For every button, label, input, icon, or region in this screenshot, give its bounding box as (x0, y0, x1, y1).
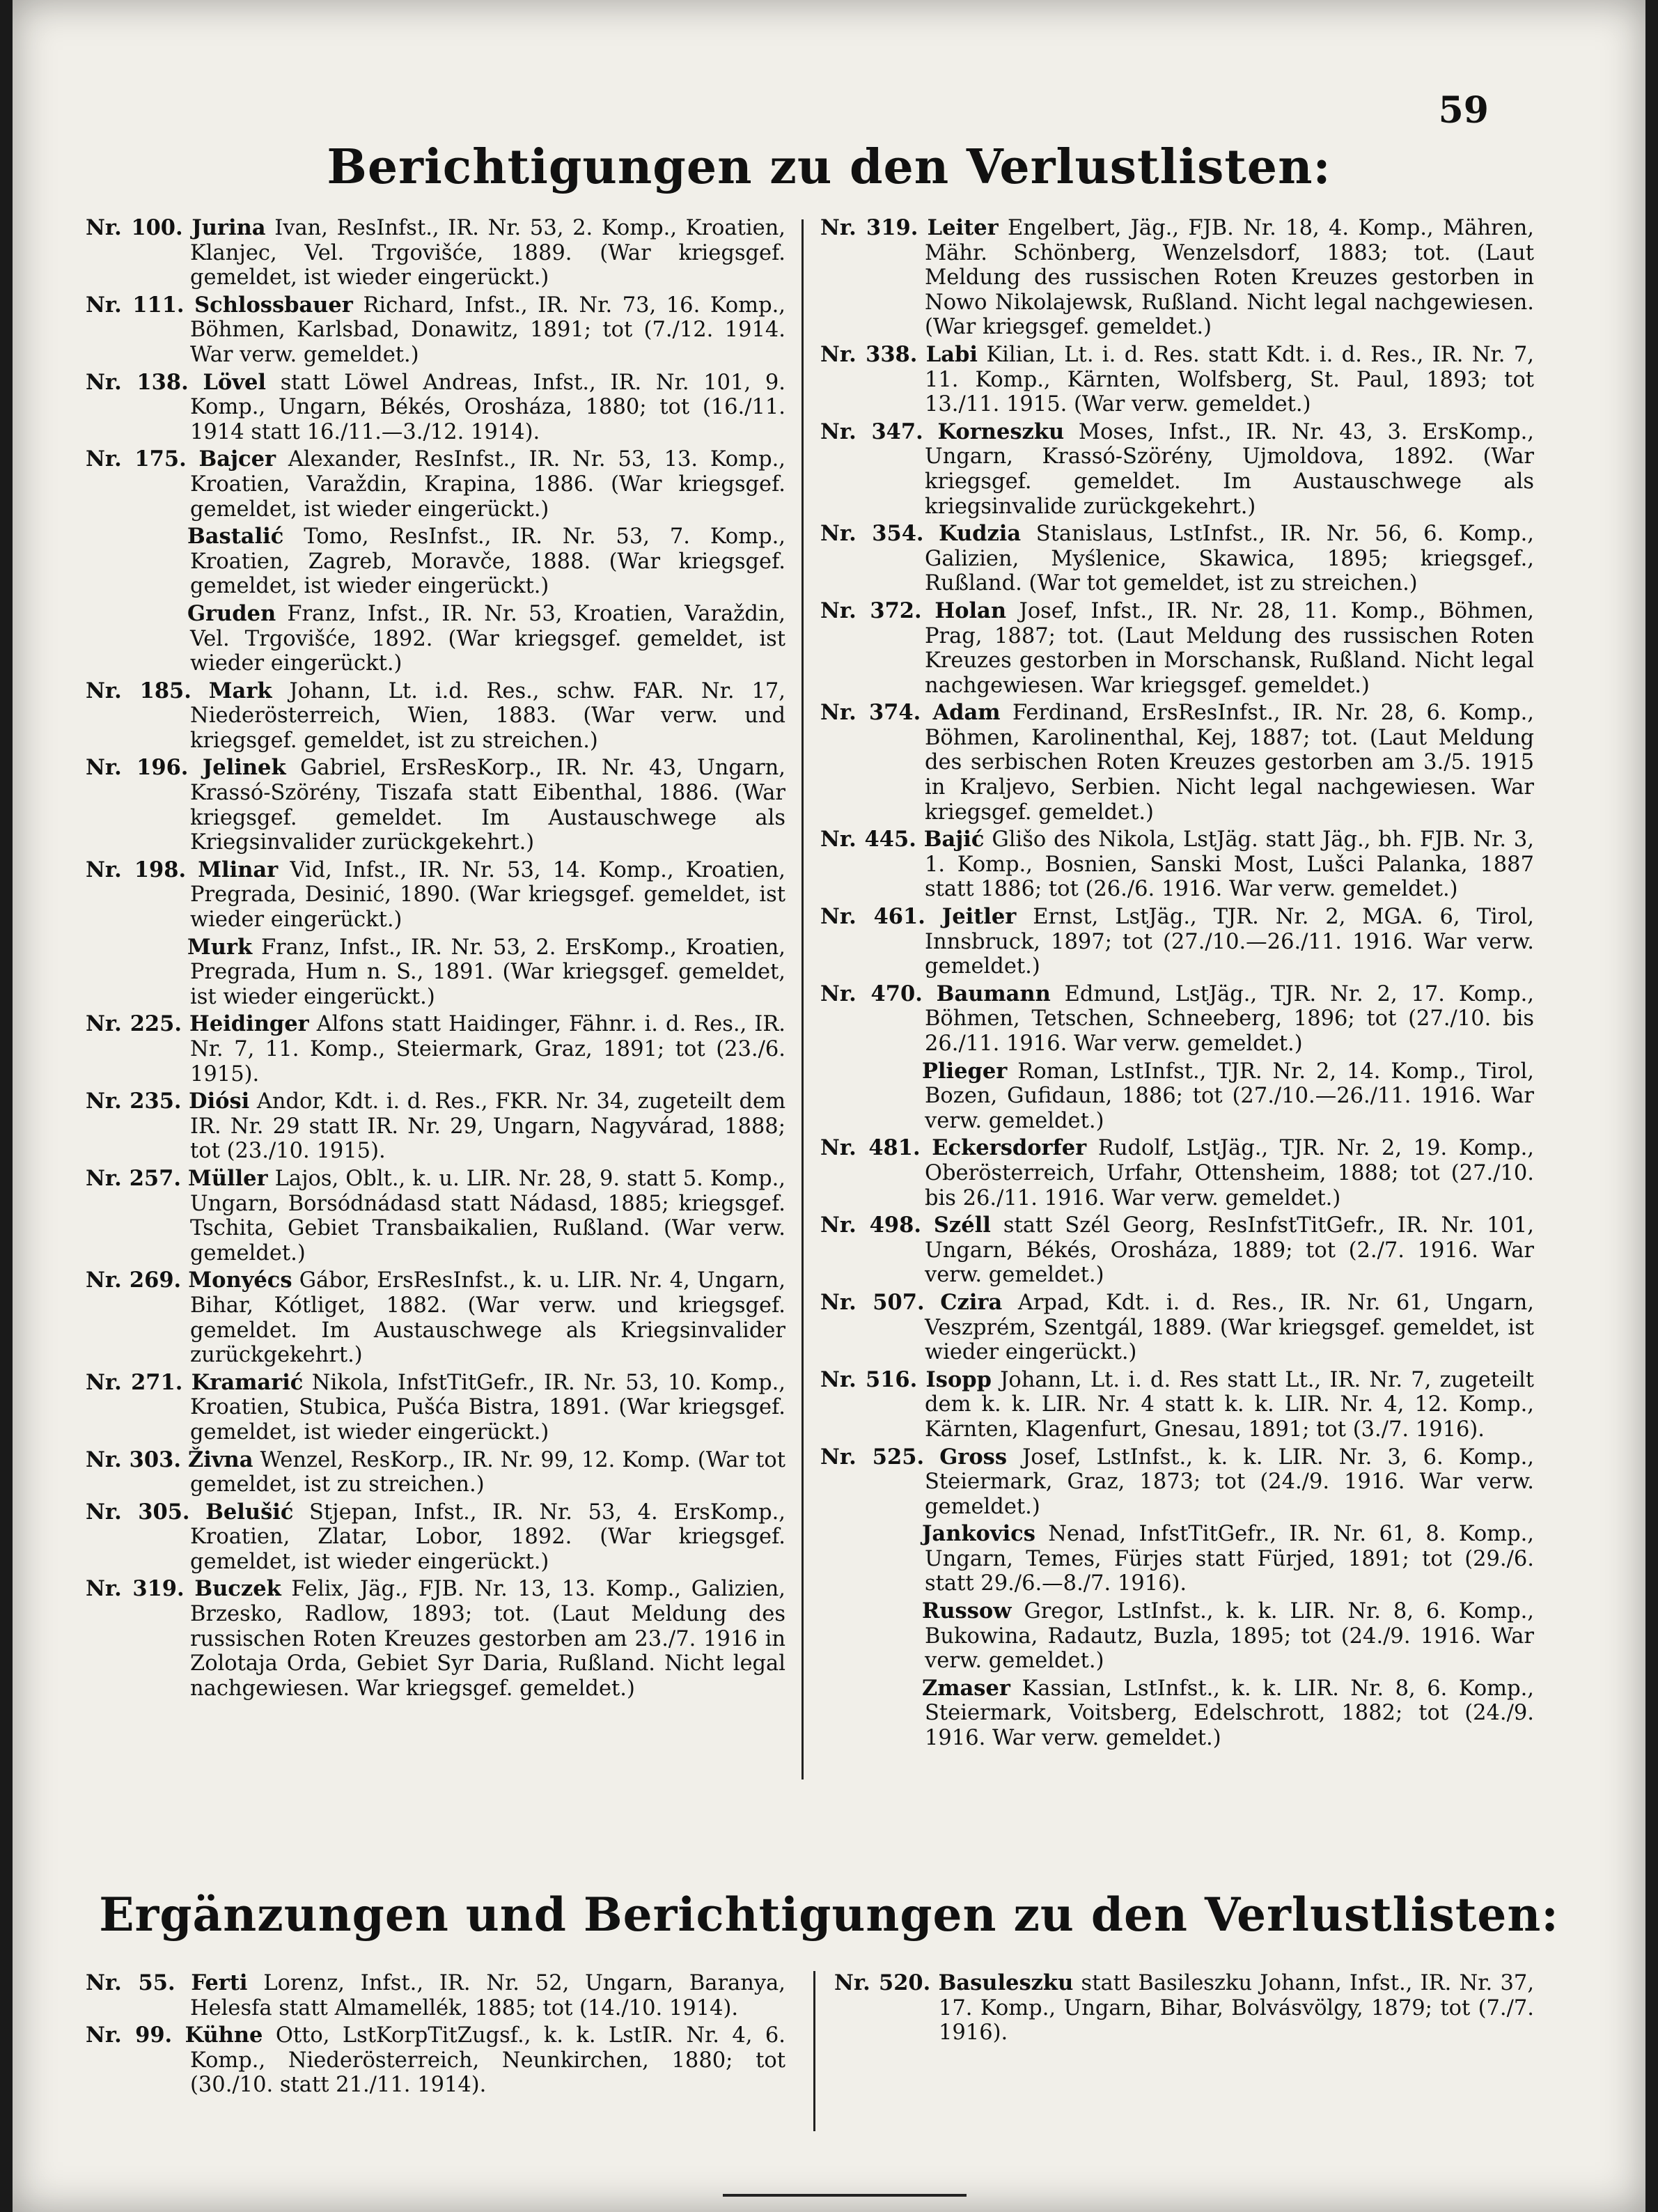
entry-details: Josef, LstInfst., k. k. LIR. Nr. 3, 6. Komp., Steiermark, Graz, 1873; tot (24./9. 1916. War verw. gemeldet.) (925, 1444, 1535, 1519)
list-entry (820, 701, 1534, 825)
list-entry (86, 679, 785, 754)
main-title: Berichtigungen zu den Verlustlisten: (327, 139, 1331, 195)
list-entry (820, 1368, 1534, 1442)
list-entry (820, 420, 1534, 519)
entry-details: Rudolf, LstJäg., TJR. Nr. 2, 19. Komp., Oberösterreich, Urfahr, Ottensheim, 1888; tot (27./10. bis 26./11. 1916. War verw. gemeldet.) (925, 1136, 1534, 1210)
entry-surname: Murk (187, 934, 253, 960)
entry-surname: Kühne (185, 2023, 263, 2048)
bottom-rule (723, 2194, 967, 2197)
entry-number: Nr. 347. (820, 419, 923, 444)
list-entry (86, 602, 785, 676)
list-entry (820, 982, 1534, 1057)
entry-details: Alfons statt Haidinger, Fähnr. i. d. Res., IR. Nr. 7, 11. Komp., Steiermark, Graz, 1891; tot (23./6. 1915). (190, 1012, 785, 1086)
entry-details: Franz, Infst., IR. Nr. 53, Kroatien, Varaždin, Vel. Trgovišće, 1892. (War kriegsgef. gemeldet, ist wieder eingerückt.) (190, 601, 785, 676)
list-entry (820, 216, 1534, 340)
entry-details: Lorenz, Infst., IR. Nr. 52, Ungarn, Baranya, Helesfa statt Almamellék, 1885; tot (14./10. 1914). (190, 1971, 785, 2020)
entry-number: Nr. 374. (820, 700, 921, 726)
list-entry (820, 1522, 1534, 1596)
list-entry (86, 935, 785, 1010)
entry-surname: Müller (188, 1165, 268, 1191)
entry-details: Glišo des Nikola, LstJäg. statt Jäg., bh. FJB. Nr. 3, 1. Komp., Bosnien, Sanski Most, Lušci Palanka, 1887 statt 1886; tot (26./6. 1916. War verw. gemeldet.) (925, 827, 1534, 902)
list-entry (86, 1448, 785, 1497)
list-entry (86, 1577, 785, 1701)
entry-number: Nr. 269. (86, 1268, 182, 1293)
list-entry (86, 1971, 785, 2020)
entry-number: Nr. 196. (86, 755, 189, 781)
entry-surname: Belušić (205, 1499, 294, 1525)
list-entry (820, 1676, 1534, 1751)
entry-details: Josef, Infst., IR. Nr. 28, 11. Komp., Böhmen, Prag, 1887; tot. (Laut Meldung des russischen Roten Kreuzes gestorben in Morschansk, Rußland. Nicht legal nachgewiesen. War kriegsgef. gemeldet.) (925, 598, 1534, 698)
entry-surname: Gross (939, 1444, 1008, 1470)
list-entry (86, 1268, 785, 1367)
right-column (820, 216, 1534, 1754)
list-entry (86, 2023, 785, 2098)
entry-surname: Labi (925, 341, 978, 367)
entry-details: Kassian, LstInfst., k. k. LIR. Nr. 8, 6. Komp., Steiermark, Voitsberg, Edelschrott, 1882; tot (24./9. 1916. War verw. gemeldet.) (925, 1676, 1534, 1751)
entry-number: Nr. 225. (86, 1011, 182, 1037)
supplement-right-column (834, 1971, 1534, 2048)
entry-details: Edmund, LstJäg., TJR. Nr. 2, 17. Komp., Böhmen, Tetschen, Schneeberg, 1896; tot (27./10. bis 26./11. 1916. War verw. gemeldet.) (925, 981, 1534, 1056)
entry-details: Roman, LstInfst., TJR. Nr. 2, 14. Komp., Tirol, Bozen, Gufidaun, 1886; tot (27./10.—26./11. 1916. War verw. gemeldet.) (925, 1059, 1534, 1133)
entry-details: Johann, Lt. i.d. Res., schw. FAR. Nr. 17, Niederösterreich, Wien, 1883. (War verw. und kriegsgef. gemeldet, ist zu streichen.) (190, 678, 785, 753)
entry-details: statt Löwel Andreas, Infst., IR. Nr. 101, 9. Komp., Ungarn, Békés, Orosháza, 1880; tot (16./11. 1914 statt 16./11.—3./12. 1914). (190, 370, 786, 444)
list-entry (86, 1089, 785, 1164)
list-entry (86, 1012, 785, 1086)
list-entry (820, 1059, 1534, 1134)
entry-number: Nr. 372. (820, 598, 922, 623)
list-entry (820, 522, 1534, 596)
entry-number: Nr. 319. (86, 1576, 185, 1602)
list-entry (86, 756, 785, 855)
entry-number: Nr. 55. (86, 1970, 175, 1995)
entry-details: Gregor, LstInfst., k. k. LIR. Nr. 8, 6. Komp., Bukowina, Radautz, Buzla, 1895; tot (24./9. 1916. War verw. gemeldet.) (925, 1599, 1534, 1674)
entry-number: Nr. 305. (86, 1499, 190, 1525)
entry-surname: Ferti (191, 1970, 248, 1995)
entry-number: Nr. 303. (86, 1447, 181, 1472)
list-entry (86, 858, 785, 933)
list-entry (820, 1213, 1534, 1288)
page-number: 59 (1438, 89, 1489, 132)
left-column (86, 216, 785, 1704)
entry-details: Stanislaus, LstInfst., IR. Nr. 56, 6. Komp., Galizien, Myślenice, Skawica, 1895; kriegsgef., Rußland. (War tot gemeldet, ist zu streichen.) (925, 522, 1534, 596)
list-entry (86, 524, 785, 599)
entry-surname: Mlinar (198, 857, 279, 882)
list-entry (820, 343, 1534, 417)
entry-surname: Bajić (923, 827, 985, 852)
list-entry (820, 1136, 1534, 1210)
entry-surname: Korneszku (937, 419, 1065, 444)
entry-details: Ivan, ResInfst., IR. Nr. 53, 2. Komp., Kroatien, Klanjec, Vel. Trgovišće, 1889. (War kriegsgef. gemeldet, ist wieder eingerückt.) (190, 216, 785, 290)
entry-number: Nr. 354. (820, 521, 924, 547)
entry-details: Ernst, LstJäg., TJR. Nr. 2, MGA. 6, Tirol, Innsbruck, 1897; tot (27./10.—26./11. 1916. War verw. gemeldet.) (925, 905, 1534, 979)
entry-details: Arpad, Kdt. i. d. Res., IR. Nr. 61, Ungarn, Veszprém, Szentgál, 1889. (War kriegsgef. gemeldet, ist wieder eingerückt.) (925, 1290, 1534, 1365)
list-entry (86, 1167, 785, 1265)
entry-number: Nr. 198. (86, 857, 187, 882)
entry-number: Nr. 319. (820, 215, 918, 240)
entry-number: Nr. 445. (820, 827, 916, 852)
entry-surname: Leiter (927, 215, 999, 240)
entry-number: Nr. 470. (820, 981, 923, 1006)
entry-details: Lajos, Oblt., k. u. LIR. Nr. 28, 9. statt 5. Komp., Ungarn, Borsódnádasd statt Nádasd, 1885; kriegsgef. Tschita, Gebiet Transbaikalien, Rußland. (War verw. gemeldet.) (190, 1166, 785, 1265)
document-page (13, 0, 1645, 2212)
entry-surname: Bajcer (198, 446, 276, 472)
entry-number: Nr. 111. (86, 292, 185, 318)
entry-details: Richard, Infst., IR. Nr. 73, 16. Komp., Böhmen, Karlsbad, Donawitz, 1891; tot (7./12. 1914. War verw. gemeldet.) (190, 293, 785, 367)
list-entry (86, 1371, 785, 1445)
entry-number: Nr. 99. (86, 2023, 173, 2048)
entry-details: Kilian, Lt. i. d. Res. statt Kdt. i. d. Res., IR. Nr. 7, 11. Komp., Kärnten, Wolfsberg, St. Paul, 1893; tot 13./11. 1915. (War verw. gemeldet.) (925, 342, 1534, 417)
entry-surname: Jelinek (202, 755, 286, 781)
supplement-title: Ergänzungen und Berichtigungen zu den Verlustlisten: (99, 1887, 1559, 1942)
entry-surname: Mark (208, 678, 272, 703)
entry-surname: Széll (933, 1213, 991, 1238)
list-entry (820, 1445, 1534, 1520)
entry-surname: Kramarić (191, 1369, 304, 1395)
list-entry (86, 447, 785, 522)
entry-surname: Jeitler (941, 904, 1017, 930)
entry-number: Nr. 175. (86, 446, 187, 472)
entry-surname: Czira (940, 1289, 1003, 1315)
list-entry (820, 827, 1534, 902)
entry-details: Gábor, ErsResInfst., k. u. LIR. Nr. 4, Ungarn, Bihar, Kótliget, 1882. (War verw. und kriegsgef. gemeldet. Im Austauschwege als Kriegsinvalider zurückgekehrt.) (190, 1268, 786, 1368)
entry-details: Gabriel, ErsResKorp., IR. Nr. 43, Ungarn, Krassó-Szörény, Tiszafa statt Eibenthal, 1886. (War kriegsgef. gemeldet. Im Austauschwege als Kriegsinvalider zurückgekehrt.) (190, 756, 785, 855)
entry-details: statt Szél Georg, ResInfstTitGefr., IR. Nr. 101, Ungarn, Békés, Orosháza, 1889; tot (2./7. 1916. War verw. gemeldet.) (925, 1213, 1534, 1288)
entry-details: Felix, Jäg., FJB. Nr. 13, 13. Komp., Galizien, Brzesko, Radlow, 1893; tot. (Laut Meldung des russischen Roten Kreuzes gestorben am 23./7. 1916 in Zolotaja Orda, Gebiet Syr Daria, Rußland. Nicht legal nachgewiesen. War kriegsgef. gemeldet.) (190, 1577, 785, 1701)
entry-surname: Zmaser (922, 1675, 1010, 1701)
entry-surname: Eckersdorfer (932, 1135, 1087, 1161)
entry-number: Nr. 235. (86, 1089, 182, 1114)
entry-surname: Diósi (189, 1089, 250, 1114)
list-entry (820, 1599, 1534, 1674)
entry-number: Nr. 257. (86, 1165, 181, 1191)
entry-details: Ferdinand, ErsResInfst., IR. Nr. 28, 6. Komp., Böhmen, Karolinenthal, Kej, 1887; tot. (Laut Meldung des serbischen Roten Kreuzes gestorben am 3./5. 1915 in Kraljevo, Serbien. Nicht legal nachgewiesen. War kriegsgef. gemeldet.) (925, 701, 1535, 825)
entry-number: Nr. 100. (86, 215, 183, 240)
entry-details: Otto, LstKorpTitZugsf., k. k. LstIR. Nr. 4, 6. Komp., Niederösterreich, Neunkirchen, 1880; tot (30./10. statt 21./11. 1914). (190, 2023, 786, 2098)
list-entry (86, 371, 785, 445)
entry-surname: Buczek (194, 1576, 281, 1602)
entry-number: Nr. 185. (86, 678, 191, 703)
entry-number: Nr. 461. (820, 904, 925, 930)
list-entry (834, 1971, 1534, 2046)
entry-number: Nr. 498. (820, 1213, 921, 1238)
list-entry (820, 599, 1534, 698)
supplement-left-column (86, 1971, 785, 2101)
entry-surname: Plieger (922, 1058, 1008, 1084)
entry-details: Stjepan, Infst., IR. Nr. 53, 4. ErsKomp., Kroatien, Zlatar, Lobor, 1892. (War kriegsgef. gemeldet, ist wieder eingerückt.) (190, 1500, 785, 1574)
entry-surname: Basuleszku (938, 1970, 1074, 1995)
column-divider (801, 219, 804, 1779)
entry-details: Nikola, InfstTitGefr., IR. Nr. 53, 10. Komp., Kroatien, Stubica, Pušća Bistra, 1891. (War kriegsgef. gemeldet, ist wieder eingerückt.) (190, 1370, 786, 1444)
entry-number: Nr. 507. (820, 1289, 925, 1315)
entry-details: Wenzel, ResKorp., IR. Nr. 99, 12. Komp. (War tot gemeldet, ist zu streichen.) (190, 1447, 786, 1497)
entry-number: Nr. 338. (820, 341, 918, 367)
entry-details: statt Basileszku Johann, Infst., IR. Nr. 37, 17. Komp., Ungarn, Bihar, Bolvásvölgy, 1879; tot (7./7. 1916). (939, 1971, 1535, 2046)
entry-details: Nenad, InfstTitGefr., IR. Nr. 61, 8. Komp., Ungarn, Temes, Fürjes statt Fürjed, 1891; tot (29./6. statt 29./6.—8./7. 1916). (925, 1522, 1535, 1596)
entry-surname: Baumann (936, 981, 1051, 1006)
list-entry (86, 293, 785, 368)
entry-details: Franz, Infst., IR. Nr. 53, 2. ErsKomp., Kroatien, Pregrada, Hum n. S., 1891. (War kriegsgef. gemeldet, ist wieder eingerückt.) (190, 935, 785, 1009)
entry-surname: Holan (934, 598, 1006, 623)
entry-number: Nr. 481. (820, 1135, 921, 1161)
entry-details: Johann, Lt. i. d. Res statt Lt., IR. Nr. 7, zugeteilt dem k. k. LIR. Nr. 4 statt k. k. LIR. Nr. 4, 12. Komp., Kärnten, Klagenfurt, Gnesau, 1891; tot (3./7. 1916). (925, 1367, 1534, 1442)
entry-number: Nr. 525. (820, 1444, 925, 1470)
entry-details: Alexander, ResInfst., IR. Nr. 53, 13. Komp., Kroatien, Varaždin, Krapina, 1886. (War kriegsgef. gemeldet, ist wieder eingerückt.) (190, 447, 785, 522)
entry-surname: Schlossbauer (194, 292, 353, 318)
entry-surname: Kudzia (939, 521, 1022, 547)
entry-surname: Lövel (203, 369, 266, 395)
entry-details: Engelbert, Jäg., FJB. Nr. 18, 4. Komp., Mähren, Mähr. Schönberg, Wenzelsdorf, 1883; tot. (Laut Meldung des russischen Roten Kreuzes gestorben in Nowo Nikolajewsk, Rußland. Nicht legal nachgewiesen. (War kriegsgef. gemeldet.) (925, 216, 1534, 340)
entry-surname: Živna (187, 1447, 253, 1472)
entry-surname: Gruden (187, 600, 276, 626)
list-entry (820, 1291, 1534, 1365)
entry-details: Tomo, ResInfst., IR. Nr. 53, 7. Komp., Kroatien, Zagreb, Moravče, 1888. (War kriegsgef. gemeldet, ist wieder eingerückt.) (190, 524, 785, 599)
entry-surname: Monyécs (188, 1268, 292, 1293)
list-entry (820, 905, 1534, 979)
entry-details: Andor, Kdt. i. d. Res., FKR. Nr. 34, zugeteilt dem IR. Nr. 29 statt IR. Nr. 29, Ungarn, Nagyvárad, 1888; tot (23./10. 1915). (190, 1089, 785, 1164)
list-entry (86, 216, 785, 290)
entry-surname: Jurina (191, 215, 266, 240)
entry-details: Vid, Infst., IR. Nr. 53, 14. Komp., Kroatien, Pregrada, Desinić, 1890. (War kriegsgef. gemeldet, ist wieder eingerückt.) (190, 857, 785, 933)
entry-surname: Jankovics (922, 1521, 1035, 1547)
entry-surname: Bastalić (187, 524, 284, 550)
entry-number: Nr. 516. (820, 1366, 918, 1392)
entry-number: Nr. 271. (86, 1369, 183, 1395)
list-entry (86, 1500, 785, 1575)
entry-number: Nr. 138. (86, 369, 189, 395)
entry-surname: Isopp (925, 1366, 992, 1392)
entry-surname: Russow (922, 1598, 1012, 1624)
entry-surname: Adam (932, 700, 1001, 726)
entry-details: Moses, Infst., IR. Nr. 43, 3. ErsKomp., Ungarn, Krassó-Szörény, Ujmoldova, 1892. (War kriegsgef. gemeldet. Im Austauschwege als kriegsinvalide zurückgekehrt.) (925, 419, 1534, 519)
supplement-column-divider (813, 1971, 815, 2131)
entry-surname: Heidinger (189, 1011, 309, 1037)
entry-number: Nr. 520. (834, 1970, 931, 1995)
